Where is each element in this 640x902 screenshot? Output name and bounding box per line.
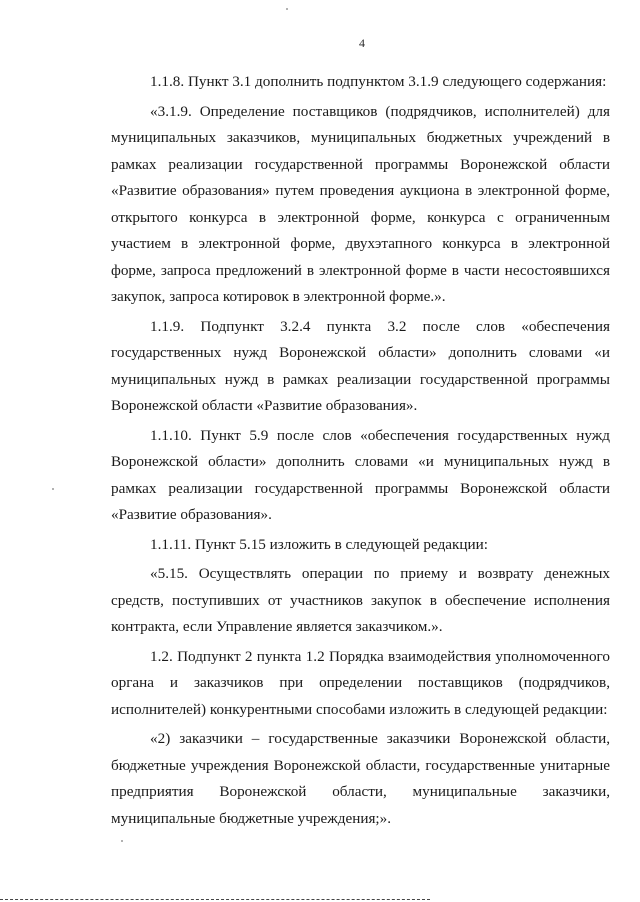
paragraph-1-1-9: 1.1.9. Подпункт 3.2.4 пункта 3.2 после слов «обеспечения государственных нужд Воронежской области» дополнить словами «и муниципальных нужд в рамках реализации государственной программы Воронежской области «Развитие образования». xyxy=(111,317,610,414)
paragraph-1-1-10: 1.1.10. Пункт 5.9 после слов «обеспечения государственных нужд Воронежской области» дополнить словами «и муниципальных нужд в рамках реализации государственной программы Воронежской области «Развитие образования». xyxy=(111,426,610,523)
paragraph-2-customers-text: «2) заказчики – государственные заказчики Воронежской области, бюджетные учреждения Воронежской области, государственные унитарные предприятия Воронежской области, муниципальные заказчики, муниципальные бюджетные учреждения;». xyxy=(111,730,610,827)
paragraph-5-15-text: «5.15. Осуществлять операции по приему и возврату денежных средств, поступивших от участников закупок в обеспечение исполнения контракта, если Управление является заказчиком.». xyxy=(111,565,610,635)
paragraph-1-1-8: 1.1.8. Пункт 3.1 дополнить подпунктом 3.1.9 следующего содержания: xyxy=(150,73,607,90)
paragraph-1-1-11: 1.1.11. Пункт 5.15 изложить в следующей редакции: xyxy=(150,535,489,553)
document-body xyxy=(111,69,610,832)
scan-speck xyxy=(286,8,288,10)
page-number: 4 xyxy=(359,36,365,50)
scan-speck xyxy=(52,488,54,490)
paragraph-1-2: 1.2. Подпункт 2 пункта 1.2 Порядка взаимодействия уполномоченного органа и заказчиков при определении поставщиков (подрядчиков, исполнителей) конкурентными способами изложить в следующей редакции: xyxy=(111,647,610,718)
scan-speck xyxy=(121,840,123,842)
bottom-edge-rule xyxy=(0,899,430,900)
paragraph-3-1-9-text: «3.1.9. Определение поставщиков (подрядчиков, исполнителей) для муниципальных заказчиков, муниципальных бюджетных учреждений в рамках реализации государственной программы Воронежской области «Развитие образования» путем проведения аукциона в электронной форме, открытого конкурса в электронной форме, конкурса с ограниченным участием в электронной форме, двухэтапного конкурса в электронной форме, запроса предложений в электронной форме в части несостоявшихся закупок, запроса котировок в электронной форме.». xyxy=(111,102,610,305)
